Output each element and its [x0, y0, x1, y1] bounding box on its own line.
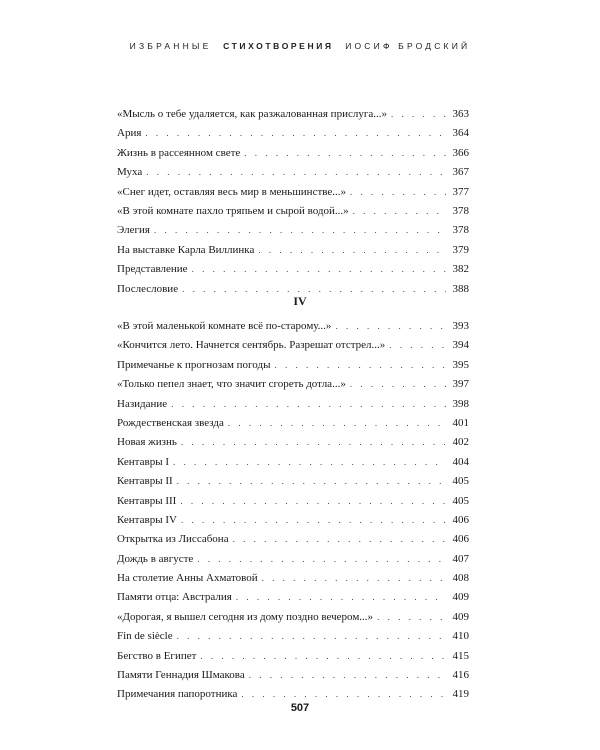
dot-leader — [350, 183, 446, 202]
toc-entry-page: 404 — [452, 455, 469, 468]
toc-entry — [117, 414, 469, 433]
toc-entry — [117, 608, 469, 627]
running-head-title: СТИХОТВОРЕНИЯ — [223, 41, 334, 51]
toc-entry-page: 393 — [452, 320, 469, 332]
dot-leader — [391, 105, 446, 124]
dot-leader — [335, 317, 446, 336]
toc-entry-page: 378 — [452, 224, 469, 237]
toc-entry-title: Рождественская звезда — [117, 416, 224, 429]
dot-leader — [154, 221, 446, 240]
toc-entry-page: 402 — [452, 436, 469, 449]
toc-entry-page: 407 — [452, 552, 469, 565]
dot-leader — [197, 550, 446, 569]
toc-entry — [117, 202, 469, 221]
toc-entry — [117, 453, 469, 472]
toc-entry-title: «Только пепел знает, что значит сгореть дотла...» — [117, 378, 346, 391]
toc-entry — [117, 530, 469, 549]
toc-entry — [117, 588, 469, 607]
dot-leader — [145, 124, 446, 143]
toc-entry-page: 406 — [452, 533, 469, 546]
dot-leader — [377, 608, 446, 627]
dot-leader — [244, 144, 446, 163]
toc-entry-title: Кентавры I — [117, 455, 170, 468]
toc-entry-title: «Кончится лето. Начнется сентябрь. Разрешат отстрел...» — [117, 339, 386, 352]
toc-entry — [117, 317, 469, 336]
dot-leader — [353, 202, 446, 221]
toc-entry-page: 366 — [452, 146, 469, 159]
toc-entry-page: 405 — [452, 494, 469, 507]
toc-entry-title: «Дорогая, я вышел сегодня из дому поздно вечером...» — [117, 610, 374, 623]
section-heading: IV — [293, 294, 307, 308]
toc-entry-page: 410 — [452, 630, 469, 643]
toc-entry-title: Памяти отца: Австралия — [117, 591, 232, 604]
toc-entry-title: Ария — [117, 127, 142, 140]
toc-entry-title: Кентавры II — [117, 475, 173, 488]
toc-entry — [117, 124, 469, 143]
dot-leader — [274, 356, 446, 375]
toc-entry-title: Жизнь в рассеянном свете — [117, 146, 241, 159]
toc-entry-title: Элегия — [117, 224, 150, 237]
toc-entry-page: 367 — [452, 166, 469, 179]
toc-entry-page: 363 — [452, 108, 469, 120]
toc-entry-page: 401 — [452, 416, 469, 429]
toc-entry-title: «В этой маленькой комнате всё по-старому...» — [117, 320, 332, 332]
toc-entry — [117, 569, 469, 588]
toc-entry — [117, 105, 469, 124]
toc-entry-title: Послесловие — [117, 282, 179, 295]
toc-entry-title: На столетие Анны Ахматовой — [117, 572, 258, 585]
toc-entry-title: Кентавры IV — [117, 513, 177, 526]
toc-entry-page: 409 — [452, 610, 469, 623]
dot-leader — [262, 569, 446, 588]
toc-entry-page: 419 — [452, 688, 469, 701]
toc-entry-page: 406 — [452, 513, 469, 526]
dot-leader — [171, 395, 446, 414]
dot-leader — [177, 472, 446, 491]
toc-entry-page: 378 — [452, 204, 469, 217]
toc-entry-title: Муха — [117, 166, 143, 179]
dot-leader — [192, 260, 446, 279]
toc-entry — [117, 221, 469, 240]
running-head-series: ИЗБРАННЫЕ — [129, 41, 212, 51]
toc-entry-page: 388 — [452, 282, 469, 295]
toc-entry-page: 382 — [452, 263, 469, 276]
toc-list-second — [117, 317, 469, 705]
toc-entry-title: Дождь в августе — [117, 552, 194, 565]
toc-entry-title: Кентавры III — [117, 494, 177, 507]
toc-entry — [117, 511, 469, 530]
dot-leader — [258, 241, 446, 260]
toc-entry-title: Новая жизнь — [117, 436, 177, 449]
dot-leader — [173, 453, 446, 472]
toc-entry-page: 398 — [452, 397, 469, 410]
toc-entry-page: 408 — [452, 572, 469, 585]
toc-list-first — [117, 105, 469, 299]
running-head — [0, 41, 600, 51]
toc-entry-page: 397 — [452, 378, 469, 391]
dot-leader — [146, 163, 446, 182]
dot-leader — [249, 666, 446, 685]
toc-entry — [117, 336, 469, 355]
toc-entry — [117, 260, 469, 279]
toc-entry-title: На выставке Карла Виллинка — [117, 243, 255, 256]
toc-entry-page: 377 — [452, 185, 469, 198]
dot-leader — [236, 588, 446, 607]
dot-leader — [350, 375, 446, 394]
toc-entry-title: «Снег идет, оставляя весь мир в меньшинстве...» — [117, 185, 347, 198]
toc-entry — [117, 183, 469, 202]
dot-leader — [177, 627, 446, 646]
toc-entry-page: 409 — [452, 591, 469, 604]
toc-entry — [117, 395, 469, 414]
toc-entry — [117, 666, 469, 685]
toc-entry-page: 394 — [452, 339, 469, 352]
dot-leader — [181, 433, 446, 452]
toc-entry — [117, 550, 469, 569]
running-head-author: ИОСИФ БРОДСКИЙ — [345, 41, 471, 51]
toc-entry — [117, 647, 469, 666]
toc-entry-title: Открытка из Лиссабона — [117, 533, 229, 546]
toc-entry-title: Fin de siècle — [117, 630, 173, 643]
toc-entry-title: Представление — [117, 263, 188, 276]
toc-entry — [117, 241, 469, 260]
toc-entry-page: 405 — [452, 475, 469, 488]
toc-entry — [117, 356, 469, 375]
toc-entry-title: Примечания папоротника — [117, 688, 238, 701]
dot-leader — [233, 530, 446, 549]
dot-leader — [389, 336, 446, 355]
toc-entry-title: «Мысль о тебе удаляется, как разжалованная прислуга...» — [117, 108, 387, 120]
page-number: 507 — [290, 702, 310, 714]
toc-entry-page: 364 — [452, 127, 469, 140]
dot-leader — [180, 492, 446, 511]
toc-entry-page: 379 — [452, 243, 469, 256]
toc-entry-title: Назидание — [117, 397, 168, 410]
toc-entry-page: 416 — [452, 669, 469, 682]
toc-entry — [117, 433, 469, 452]
dot-leader — [200, 647, 446, 666]
dot-leader — [181, 511, 446, 530]
toc-entry — [117, 375, 469, 394]
toc-entry-title: «В этой комнате пахло тряпьем и сырой водой...» — [117, 204, 349, 217]
toc-entry — [117, 163, 469, 182]
dot-leader — [228, 414, 446, 433]
toc-entry — [117, 627, 469, 646]
toc-entry — [117, 144, 469, 163]
toc-entry-title: Примечанье к прогнозам погоды — [117, 358, 271, 371]
toc-entry-title: Памяти Геннадия Шмакова — [117, 669, 245, 682]
toc-entry-page: 395 — [452, 358, 469, 371]
toc-entry-title: Бегство в Египет — [117, 649, 197, 662]
toc-entry-page: 415 — [452, 649, 469, 662]
toc-entry — [117, 472, 469, 491]
toc-entry — [117, 492, 469, 511]
